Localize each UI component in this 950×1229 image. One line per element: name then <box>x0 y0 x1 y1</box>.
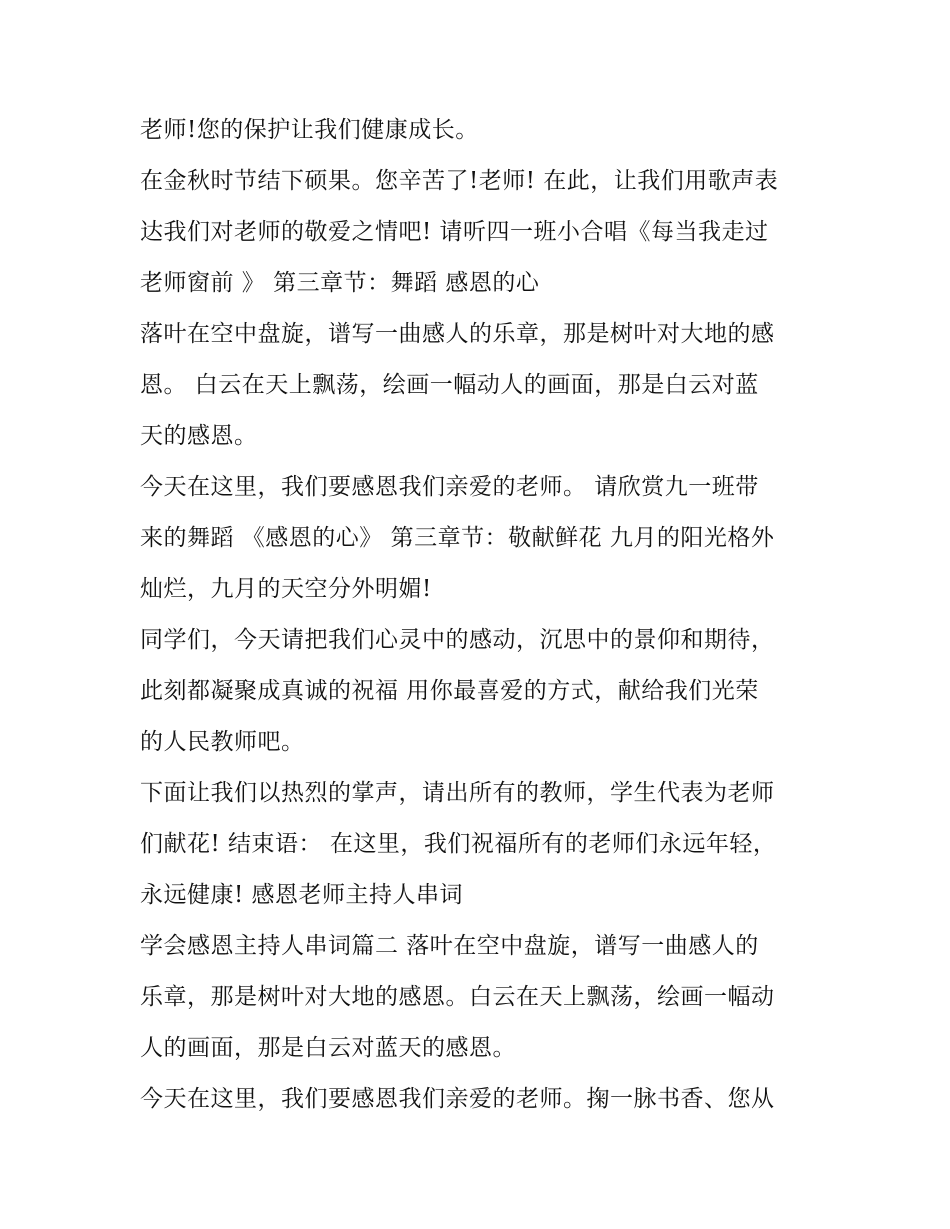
text-line: 老师窗前 》 第三章节：舞蹈 感恩的心 <box>140 270 540 296</box>
text-line: 灿烂，九月的天空分外明媚! <box>140 576 432 602</box>
text-line: 恩。 白云在天上飘荡，绘画一幅动人的画面，那是白云对蓝 <box>140 372 759 398</box>
text-line: 同学们，今天请把我们心灵中的感动，沉思中的景仰和期待， <box>140 627 775 653</box>
text-line: 在金秋时节结下硕果。您辛苦了!老师! 在此，让我们用歌声表 <box>140 168 779 194</box>
text-line: 永远健康! 感恩老师主持人串词 <box>140 882 464 908</box>
document-body <box>140 105 820 1125</box>
text-line: 的人民教师吧。 <box>140 729 305 755</box>
text-line: 落叶在空中盘旋，谱写一曲感人的乐章，那是树叶对大地的感 <box>140 321 775 347</box>
text-line: 人的画面，那是白云对蓝天的感恩。 <box>140 1035 516 1061</box>
text-line: 来的舞蹈 《感恩的心》 第三章节：敬献鲜花 九月的阳光格外 <box>140 525 775 551</box>
text-line: 今天在这里，我们要感恩我们亲爱的老师。 请欣赏九一班带 <box>140 474 759 500</box>
text-line: 下面让我们以热烈的掌声，请出所有的教师，学生代表为老师 <box>140 780 775 806</box>
text-line: 们献花! 结束语： 在这里，我们祝福所有的老师们永远年轻， <box>140 831 777 857</box>
text-line: 天的感恩。 <box>140 423 258 449</box>
text-line: 学会感恩主持人串词篇二 落叶在空中盘旋，谱写一曲感人的 <box>140 933 759 959</box>
text-line: 今天在这里，我们要感恩我们亲爱的老师。掬一脉书香、您从 <box>140 1086 775 1112</box>
text-line: 达我们对老师的敬爱之情吧! 请听四一班小合唱《每当我走过 <box>140 219 769 245</box>
text-line: 乐章，那是树叶对大地的感恩。白云在天上飘荡，绘画一幅动 <box>140 984 775 1010</box>
text-line: 老师!您的保护让我们健康成长。 <box>140 117 479 143</box>
text-line: 此刻都凝聚成真诚的祝福 用你最喜爱的方式，献给我们光荣 <box>140 678 759 704</box>
